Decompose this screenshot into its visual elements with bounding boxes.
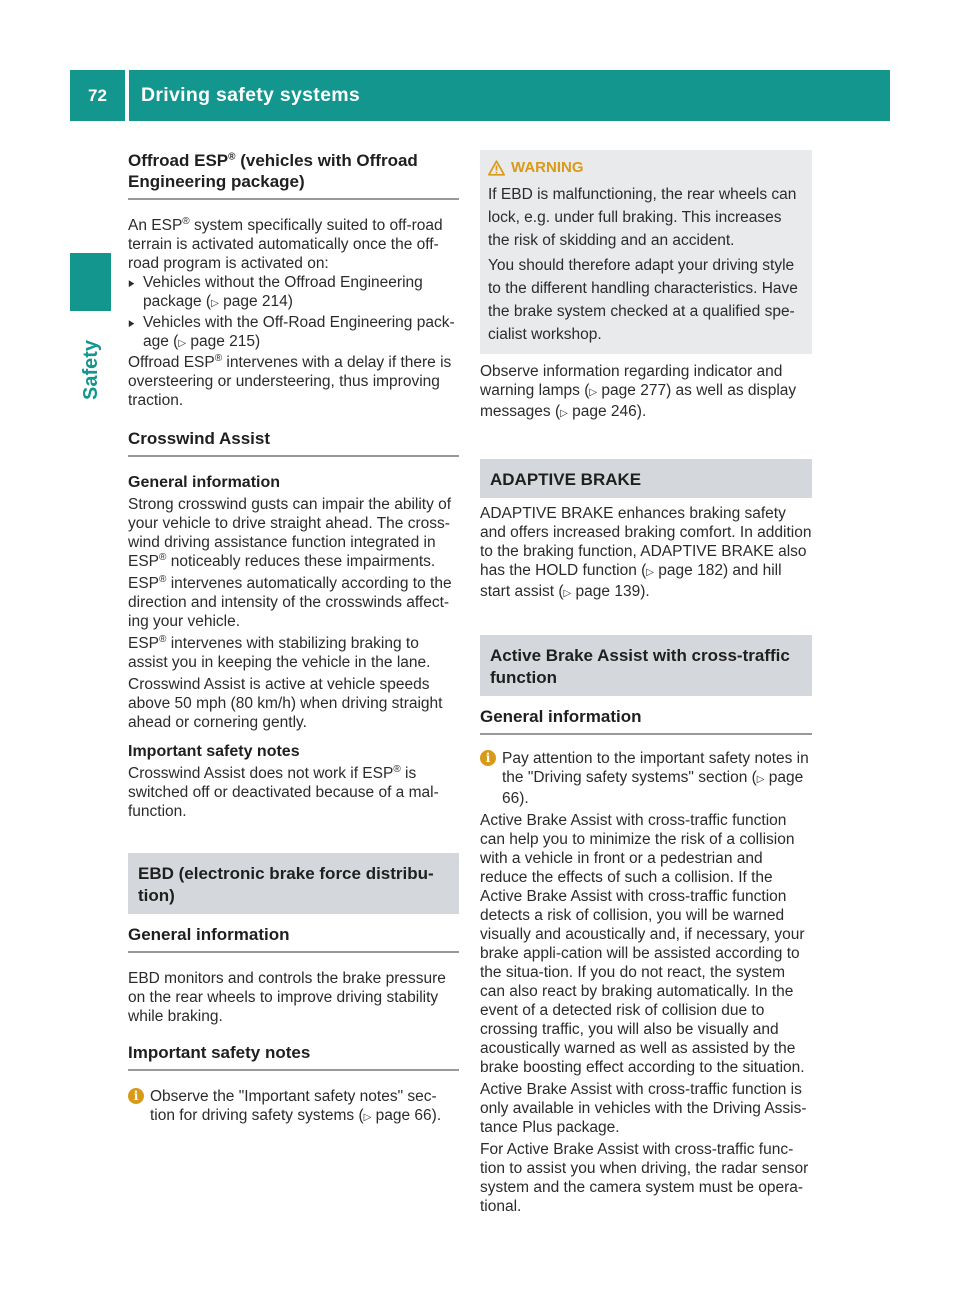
crosswind-p2: ESP® intervenes automatically according to the direction and intensity of the crosswinds affect-ing your vehicle.	[128, 573, 452, 630]
warning-header	[488, 158, 804, 177]
active-info-note: i Pay attention to the important safety notes in the "Driving safety systems" section (▷ page 66).	[480, 749, 812, 808]
offroad-outro: Offroad ESP® intervenes with a delay if there is oversteering or understeering, thus improving traction.	[128, 352, 452, 409]
warning-p1: If EBD is malfunctioning, the rear wheels can lock, e.g. under full braking. This increases the risk of skidding and an accident.	[488, 186, 797, 249]
side-tab-label: Safety	[79, 339, 102, 401]
list-item: ▶ Vehicles without the Offroad Engineering package (▷ page 214)	[128, 273, 459, 313]
active-general-heading: General information	[480, 706, 812, 735]
page-link[interactable]: page 215)	[186, 333, 261, 350]
page-link[interactable]: page 182) and hill start assist (	[480, 562, 782, 600]
list-item: ▶ Vehicles with the Off-Road Engineering pack-age (▷ page 215)	[128, 313, 459, 353]
page-link[interactable]: page 277) as well as display messages (	[480, 382, 797, 420]
page-number: 72	[88, 86, 107, 105]
crosswind-p1: Strong crosswind gusts can impair the ability of your vehicle to drive straight ahead. The cross-wind driving assistance function integrated in ESP® noticeably reduces these impairments.	[128, 496, 452, 570]
ebd-p1: EBD monitors and controls the brake pressure on the rear wheels to improve driving stability while braking.	[128, 970, 446, 1025]
page-link[interactable]: page 214)	[218, 293, 293, 310]
crosswind-safety-heading: Important safety notes	[128, 743, 300, 760]
offroad-intro: An ESP® system specifically suited to off-road terrain is activated automatically once the off-road program is activated on:	[128, 215, 443, 272]
active-p3: For Active Brake Assist with cross-traffic func-tion to assist you when driving, the radar sensor system and the camera system must be opera-tional.	[480, 1141, 809, 1215]
observe-paragraph: Observe information regarding indicator and warning lamps (▷ page 277) as well as display messages (▷ page 246).	[480, 363, 797, 420]
warning-label: WARNING	[511, 159, 584, 176]
adaptive-p1: ADAPTIVE BRAKE enhances braking safety and offers increased braking comfort. In addition to the braking function, ADAPTIVE BRAKE also has the HOLD function (▷ page 182) and hill start assist (▷ page 139).	[480, 505, 812, 600]
page-ref-arrow-icon: ▷	[563, 588, 572, 599]
page-link[interactable]: page 246).	[567, 403, 647, 420]
warning-p2: You should therefore adapt your driving style to the different handling characteristics. Have the brake system checked at a qualified spe-cialist workshop.	[488, 257, 798, 343]
crosswind-p3: ESP® intervenes with stabilizing braking to assist you in keeping the vehicle in the lane.	[128, 633, 431, 671]
side-tab-marker	[70, 253, 111, 311]
page-ref-arrow-icon: ▷	[560, 408, 568, 419]
active-p1: Active Brake Assist with cross-traffic function can help you to minimize the risk of a collision with a vehicle in front or a pedestrian and reduce the effects of such a collision. If the Active Brake Assist with cross-traffic function detects a risk of collision, you will be warned visually and acoustically and, if necessary, your brake appli-cation will be assisted according to the situa-tion. If you do not react, the system can also react by braking automatically. In the event of a detected risk of collision due to crossing traffic, you will also be visually and acoustically warned as well as assisted by the brake boosting effect according to the situation.	[480, 812, 805, 1076]
warning-triangle-icon	[488, 160, 505, 176]
warning-box	[480, 150, 812, 354]
crosswind-p4: Crosswind Assist is active at vehicle speeds above 50 mph (80 km/h) when driving straight ahead or cornering gently.	[128, 676, 443, 731]
info-icon: i	[480, 750, 496, 766]
left-column	[128, 150, 459, 1127]
offroad-bullets	[128, 273, 459, 353]
offroad-esp-heading: Offroad ESP® (vehicles with Offroad Engineering package)	[128, 150, 459, 200]
active-brake-band-heading: Active Brake Assist with cross-traffic function	[480, 635, 812, 696]
ebd-band-heading: EBD (electronic brake force distribu-tion)	[128, 853, 459, 914]
ebd-safety-heading: Important safety notes	[128, 1042, 459, 1071]
right-column	[480, 150, 812, 1216]
page-ref-arrow-icon: ▷	[589, 387, 598, 398]
page-ref-arrow-icon: ▷	[363, 1112, 372, 1123]
active-p2: Active Brake Assist with cross-traffic function is only available in vehicles with the Driving Assis-tance Plus package.	[480, 1081, 807, 1136]
page-ref-arrow-icon: ▷	[646, 567, 654, 578]
info-icon: i	[128, 1088, 144, 1104]
header-title: Driving safety systems	[141, 84, 361, 106]
crosswind-p5: Crosswind Assist does not work if ESP® is switched off or deactivated because of a mal-function.	[128, 763, 439, 820]
header-divider	[125, 70, 129, 121]
ebd-info-note: i Observe the "Important safety notes" sec-tion for driving safety systems (▷ page 66).	[128, 1087, 459, 1127]
crosswind-heading: Crosswind Assist	[128, 428, 459, 457]
page-link[interactable]: page 139).	[571, 583, 650, 600]
page-ref-arrow-icon: ▷	[211, 298, 219, 309]
page-ref-arrow-icon: ▷	[756, 774, 765, 785]
adaptive-brake-band-heading: ADAPTIVE BRAKE	[480, 459, 812, 498]
ebd-general-heading: General information	[128, 924, 459, 953]
page-link[interactable]: page 66).	[371, 1107, 442, 1124]
page-link[interactable]: page 66).	[502, 769, 804, 807]
page-ref-arrow-icon: ▷	[178, 338, 187, 349]
crosswind-general-heading: General information	[128, 474, 281, 491]
